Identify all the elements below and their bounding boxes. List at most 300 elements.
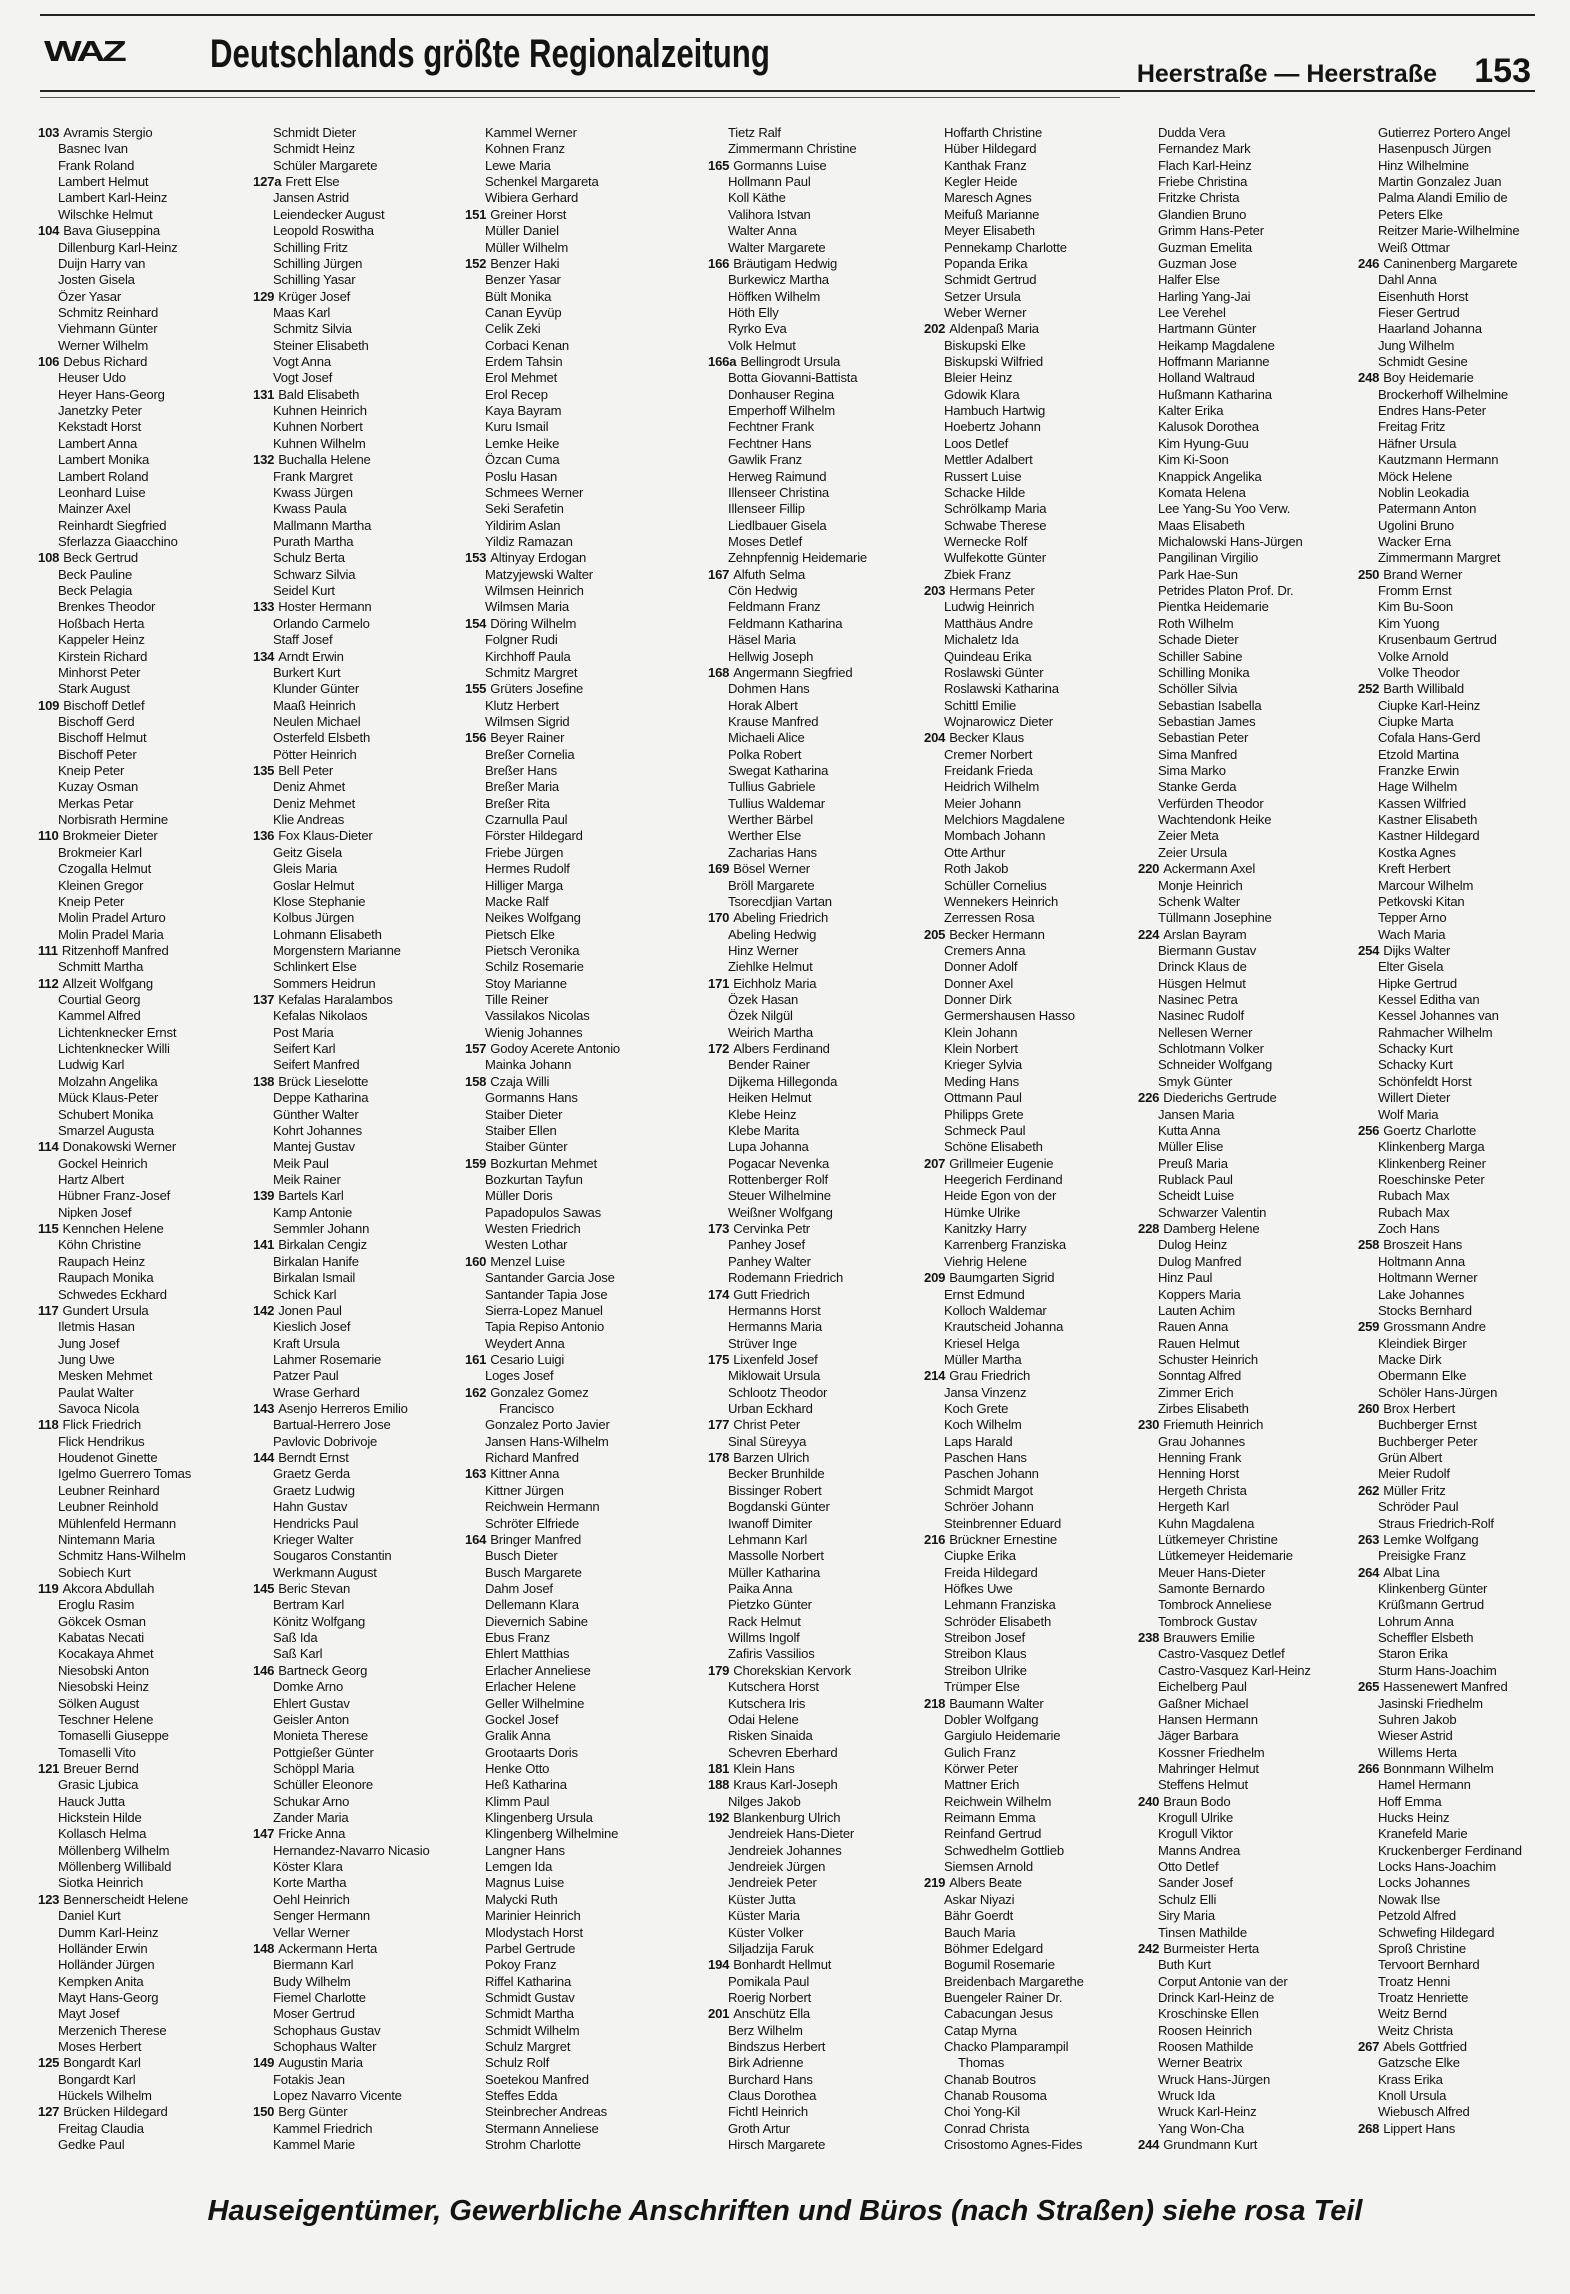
resident-name: Donhauser Regina bbox=[728, 386, 834, 402]
directory-entry bbox=[924, 2104, 1129, 2120]
directory-entry bbox=[465, 894, 670, 910]
directory-entry bbox=[708, 1025, 913, 1041]
directory-column-6 bbox=[1138, 125, 1343, 2154]
resident-name: Emperhoff Wilhelm bbox=[728, 403, 835, 419]
resident-name: Tervoort Bernhard bbox=[1378, 1957, 1480, 1973]
directory-entry bbox=[465, 1352, 670, 1368]
resident-name: Schacky Kurt bbox=[1378, 1041, 1453, 1057]
directory-entry bbox=[1138, 2006, 1343, 2022]
directory-entry bbox=[253, 1630, 458, 1646]
resident-name: Siry Maria bbox=[1158, 1908, 1215, 1924]
house-number: 268 bbox=[1358, 2120, 1380, 2136]
directory-entry bbox=[38, 1287, 243, 1303]
resident-name: Özek Hasan bbox=[728, 992, 799, 1008]
resident-name: Parbel Gertrude bbox=[485, 1940, 576, 1956]
resident-name: Kraus Karl-Joseph bbox=[733, 1777, 838, 1793]
directory-entry bbox=[38, 1777, 243, 1793]
house-number: 166 bbox=[708, 255, 730, 271]
directory-entry bbox=[38, 436, 243, 452]
resident-name: Ebus Franz bbox=[485, 1630, 550, 1646]
resident-name: Schrölkamp Maria bbox=[944, 501, 1047, 517]
resident-name: Cön Hedwig bbox=[728, 583, 798, 599]
directory-entry bbox=[465, 2006, 670, 2022]
resident-name: Krause Manfred bbox=[728, 713, 819, 729]
resident-name: Reitzer Marie-Wilhelmine bbox=[1378, 223, 1520, 239]
resident-name: Halfer Else bbox=[1158, 272, 1220, 288]
resident-name: Caninenberg Margarete bbox=[1383, 255, 1518, 271]
directory-entry bbox=[253, 1237, 458, 1253]
directory-entry bbox=[708, 910, 913, 926]
directory-entry bbox=[253, 321, 458, 337]
directory-entry bbox=[465, 845, 670, 861]
directory-entry bbox=[708, 485, 913, 501]
directory-entry bbox=[924, 289, 1129, 305]
directory-entry bbox=[708, 1990, 913, 2006]
resident-name: Richard Manfred bbox=[485, 1450, 579, 1466]
resident-name: Schulz Margret bbox=[485, 2039, 571, 2055]
resident-name: Papadopulos Sawas bbox=[485, 1204, 601, 1220]
directory-entry bbox=[38, 714, 243, 730]
resident-name: Stoy Marianne bbox=[485, 975, 567, 991]
directory-entry bbox=[1138, 141, 1343, 157]
directory-entry bbox=[1138, 2121, 1343, 2137]
resident-name: Tüllmann Josephine bbox=[1158, 910, 1272, 926]
house-number: 106 bbox=[38, 354, 60, 370]
resident-name: Paschen Johann bbox=[944, 1466, 1039, 1482]
directory-entry bbox=[253, 419, 458, 435]
resident-name: Senger Hermann bbox=[273, 1908, 370, 1924]
directory-entry bbox=[708, 1385, 913, 1401]
resident-name: Anschütz Ella bbox=[733, 2006, 810, 2022]
resident-name: Schilz Rosemarie bbox=[485, 959, 584, 975]
resident-name: Saß Ida bbox=[273, 1630, 318, 1646]
resident-name: Lopez Navarro Vicente bbox=[273, 2088, 402, 2104]
resident-name: Klimm Paul bbox=[485, 1793, 550, 1809]
directory-entry bbox=[1138, 845, 1343, 861]
resident-name: Kuhnen Norbert bbox=[273, 419, 363, 435]
directory-entry bbox=[253, 2023, 458, 2039]
directory-entry bbox=[1358, 1287, 1563, 1303]
directory-entry bbox=[1138, 763, 1343, 779]
resident-name: Schiller Sabine bbox=[1158, 648, 1243, 664]
resident-name: Damberg Helene bbox=[1163, 1221, 1260, 1237]
directory-entry bbox=[465, 387, 670, 403]
directory-entry bbox=[924, 1057, 1129, 1073]
resident-name: Deniz Ahmet bbox=[273, 779, 346, 795]
directory-entry bbox=[465, 1908, 670, 1924]
resident-name: Wach Maria bbox=[1378, 926, 1446, 942]
directory-entry bbox=[253, 1826, 458, 1842]
directory-entry bbox=[924, 256, 1129, 272]
resident-name: Willms Ingolf bbox=[728, 1630, 800, 1646]
resident-name: Guzman Jose bbox=[1158, 255, 1237, 271]
directory-entry bbox=[1138, 1548, 1343, 1564]
directory-entry bbox=[253, 2072, 458, 2088]
resident-name: Busch Margarete bbox=[485, 1564, 582, 1580]
directory-entry bbox=[1138, 256, 1343, 272]
directory-entry bbox=[924, 1466, 1129, 1482]
resident-name: Gralik Anna bbox=[485, 1728, 551, 1744]
directory-entry bbox=[1358, 828, 1563, 844]
resident-name: Lauten Achim bbox=[1158, 1302, 1235, 1318]
resident-name: Schwedes Eckhard bbox=[58, 1286, 167, 1302]
resident-name: Illenseer Christina bbox=[728, 484, 829, 500]
directory-entry bbox=[38, 959, 243, 975]
resident-name: Westen Friedrich bbox=[485, 1221, 581, 1237]
resident-name: Gawlik Franz bbox=[728, 452, 802, 468]
house-number: 104 bbox=[38, 223, 60, 239]
resident-name: Dievernich Sabine bbox=[485, 1613, 588, 1629]
resident-name: Kutschera Iris bbox=[728, 1695, 806, 1711]
directory-entry bbox=[465, 174, 670, 190]
directory-entry bbox=[924, 469, 1129, 485]
directory-entry bbox=[465, 338, 670, 354]
directory-entry bbox=[465, 1777, 670, 1793]
directory-entry bbox=[38, 1074, 243, 1090]
directory-entry bbox=[465, 1941, 670, 1957]
directory-entry bbox=[465, 2137, 670, 2153]
house-number: 265 bbox=[1358, 1679, 1380, 1695]
resident-name: Claus Dorothea bbox=[728, 2088, 817, 2104]
house-number: 161 bbox=[465, 1351, 487, 1367]
directory-entry bbox=[924, 1172, 1129, 1188]
resident-name: Lambert Anna bbox=[58, 435, 138, 451]
house-number: 179 bbox=[708, 1662, 730, 1678]
resident-name: Jonen Paul bbox=[278, 1302, 342, 1318]
resident-name: Igelmo Guerrero Tomas bbox=[58, 1466, 192, 1482]
directory-entry bbox=[708, 632, 913, 648]
resident-name: Lehmann Franziska bbox=[944, 1597, 1056, 1613]
directory-entry bbox=[1358, 370, 1563, 386]
directory-entry bbox=[1138, 1957, 1343, 1973]
resident-name: Kollasch Helma bbox=[58, 1826, 147, 1842]
resident-name: Askar Niyazi bbox=[944, 1891, 1015, 1907]
resident-name: Seifert Karl bbox=[273, 1041, 336, 1057]
directory-entry bbox=[1358, 796, 1563, 812]
resident-name: Gatzsche Elke bbox=[1378, 2055, 1460, 2071]
resident-name: Strohm Charlotte bbox=[485, 2137, 581, 2153]
directory-entry bbox=[1138, 125, 1343, 141]
directory-entry bbox=[465, 976, 670, 992]
directory-entry bbox=[708, 190, 913, 206]
house-number: 194 bbox=[708, 1957, 730, 1973]
directory-entry bbox=[708, 845, 913, 861]
directory-entry bbox=[708, 1008, 913, 1024]
directory-entry bbox=[924, 1990, 1129, 2006]
directory-entry bbox=[924, 158, 1129, 174]
resident-name: Seki Serafetin bbox=[485, 501, 564, 517]
resident-name: Bertram Karl bbox=[273, 1597, 345, 1613]
resident-name: Hümke Ulrike bbox=[944, 1204, 1021, 1220]
directory-entry bbox=[1358, 207, 1563, 223]
directory-entry bbox=[253, 1172, 458, 1188]
resident-name: Goertz Charlotte bbox=[1383, 1122, 1477, 1138]
directory-entry bbox=[38, 2055, 243, 2071]
directory-entry bbox=[253, 943, 458, 959]
resident-name: Locks Johannes bbox=[1378, 1875, 1470, 1891]
resident-name: Walter Margarete bbox=[728, 239, 826, 255]
resident-name: Mantej Gustav bbox=[273, 1139, 355, 1155]
resident-name: Staff Josef bbox=[273, 632, 333, 648]
directory-entry bbox=[708, 1368, 913, 1384]
resident-name: Angermann Siegfried bbox=[733, 664, 853, 680]
resident-name: Pavlovic Dobrivoje bbox=[273, 1433, 378, 1449]
directory-entry bbox=[465, 1008, 670, 1024]
resident-name: Erdem Tahsin bbox=[485, 354, 563, 370]
directory-entry bbox=[708, 1630, 913, 1646]
directory-entry bbox=[1138, 943, 1343, 959]
directory-entry bbox=[253, 1843, 458, 1859]
resident-name: Klinkenberg Marga bbox=[1378, 1139, 1485, 1155]
directory-entry bbox=[924, 1336, 1129, 1352]
resident-name: Schwarzer Valentin bbox=[1158, 1204, 1267, 1220]
resident-name: Breßer Maria bbox=[485, 779, 559, 795]
house-number: 110 bbox=[38, 828, 59, 844]
house-number: 262 bbox=[1358, 1482, 1380, 1498]
directory-entry bbox=[924, 240, 1129, 256]
directory-entry bbox=[465, 763, 670, 779]
directory-entry bbox=[924, 518, 1129, 534]
directory-entry bbox=[465, 1025, 670, 1041]
directory-entry bbox=[253, 1270, 458, 1286]
resident-name: Kittner Jürgen bbox=[485, 1482, 564, 1498]
resident-name: Ackermann Herta bbox=[278, 1940, 378, 1956]
resident-name: Möck Helene bbox=[1378, 468, 1453, 484]
directory-entry bbox=[924, 1499, 1129, 1515]
resident-name: Freidank Frieda bbox=[944, 763, 1033, 779]
directory-entry bbox=[1138, 1810, 1343, 1826]
resident-name: Henning Frank bbox=[1158, 1450, 1242, 1466]
directory-entry bbox=[38, 1303, 243, 1319]
directory-entry bbox=[1358, 1974, 1563, 1990]
house-number: 174 bbox=[708, 1286, 730, 1302]
directory-entry bbox=[708, 403, 913, 419]
directory-entry bbox=[38, 419, 243, 435]
directory-entry bbox=[465, 698, 670, 714]
resident-name: Ciupke Erika bbox=[944, 1548, 1016, 1564]
directory-entry bbox=[708, 223, 913, 239]
directory-entry bbox=[465, 1401, 670, 1417]
resident-name: Yildirim Aslan bbox=[485, 517, 561, 533]
resident-name: Erlacher Helene bbox=[485, 1679, 576, 1695]
resident-name: Schilling Fritz bbox=[273, 239, 348, 255]
resident-name: Lewe Maria bbox=[485, 157, 551, 173]
resident-name: Zimmermann Margret bbox=[1378, 550, 1501, 566]
resident-name: Hasenpusch Jürgen bbox=[1378, 141, 1492, 157]
resident-name: Knoll Ursula bbox=[1378, 2088, 1447, 2104]
directory-entry bbox=[465, 1663, 670, 1679]
directory-entry bbox=[1358, 779, 1563, 795]
resident-name: Kautzmann Hermann bbox=[1378, 452, 1499, 468]
resident-name: Kossner Friedhelm bbox=[1158, 1744, 1265, 1760]
resident-name: Brück Lieselotte bbox=[278, 1073, 369, 1089]
directory-entry bbox=[1358, 1630, 1563, 1646]
directory-entry bbox=[708, 1287, 913, 1303]
resident-name: Brücken Hildegard bbox=[63, 2104, 168, 2120]
directory-entry bbox=[924, 1270, 1129, 1286]
directory-entry bbox=[924, 370, 1129, 386]
directory-entry bbox=[708, 1205, 913, 1221]
resident-name: Birkalan Hanife bbox=[273, 1253, 359, 1269]
resident-name: Schmitz Silvia bbox=[273, 321, 352, 337]
house-number: 188 bbox=[708, 1777, 730, 1793]
house-number: 158 bbox=[465, 1073, 487, 1089]
directory-entry bbox=[1358, 1908, 1563, 1924]
directory-entry bbox=[253, 1139, 458, 1155]
directory-entry bbox=[1138, 436, 1343, 452]
directory-entry bbox=[1138, 403, 1343, 419]
resident-name: Buchberger Ernst bbox=[1378, 1417, 1477, 1433]
directory-entry bbox=[1138, 1925, 1343, 1941]
directory-entry bbox=[924, 992, 1129, 1008]
directory-entry bbox=[253, 501, 458, 517]
directory-entry bbox=[253, 1385, 458, 1401]
resident-name: Schukar Arno bbox=[273, 1793, 350, 1809]
resident-name: Godoy Acerete Antonio bbox=[490, 1041, 620, 1057]
house-number: 202 bbox=[924, 321, 946, 337]
directory-entry bbox=[1138, 779, 1343, 795]
directory-entry bbox=[253, 927, 458, 943]
resident-name: Grüters Josefine bbox=[490, 681, 584, 697]
directory-entry bbox=[465, 190, 670, 206]
directory-entry bbox=[38, 469, 243, 485]
directory-entry bbox=[924, 861, 1129, 877]
directory-entry bbox=[1138, 190, 1343, 206]
directory-entry bbox=[253, 125, 458, 141]
resident-name: Schacke Hilde bbox=[944, 484, 1026, 500]
directory-entry bbox=[465, 240, 670, 256]
resident-name: Graetz Ludwig bbox=[273, 1482, 355, 1498]
resident-name: Asenjo Herreros Emilio bbox=[278, 1401, 408, 1417]
resident-name: Wienig Johannes bbox=[485, 1024, 583, 1040]
directory-entry bbox=[1138, 861, 1343, 877]
resident-name: Heidrich Wilhelm bbox=[944, 779, 1040, 795]
resident-name: Eisenhuth Horst bbox=[1378, 288, 1469, 304]
resident-name: Rodemann Friedrich bbox=[728, 1270, 844, 1286]
resident-name: Merkas Petar bbox=[58, 795, 134, 811]
resident-name: Dulog Heinz bbox=[1158, 1237, 1228, 1253]
resident-name: Bischoff Gerd bbox=[58, 713, 135, 729]
house-number: 219 bbox=[924, 1875, 946, 1891]
resident-name: Küster Maria bbox=[728, 1908, 800, 1924]
resident-name: Höfkes Uwe bbox=[944, 1580, 1013, 1596]
directory-entry bbox=[253, 878, 458, 894]
directory-entry bbox=[1358, 927, 1563, 943]
directory-entry bbox=[253, 1925, 458, 1941]
resident-name: Tombrock Anneliese bbox=[1158, 1597, 1272, 1613]
resident-name: Nellesen Werner bbox=[1158, 1024, 1253, 1040]
directory-entry bbox=[253, 452, 458, 468]
resident-name: Bartual-Herrero Jose bbox=[273, 1417, 391, 1433]
resident-name: Förster Hildegard bbox=[485, 828, 583, 844]
directory-entry bbox=[1138, 1941, 1343, 1957]
resident-name: Schwedhelm Gottlieb bbox=[944, 1842, 1064, 1858]
directory-entry bbox=[253, 567, 458, 583]
resident-name: Kutta Anna bbox=[1158, 1122, 1221, 1138]
directory-entry bbox=[38, 1466, 243, 1482]
resident-name: Böhmer Edelgard bbox=[944, 1940, 1043, 1956]
resident-name: Hage Wilhelm bbox=[1378, 779, 1458, 795]
resident-name: Bartels Karl bbox=[278, 1188, 344, 1204]
resident-name: Tille Reiner bbox=[485, 992, 549, 1008]
resident-name: Steinbrecher Andreas bbox=[485, 2104, 607, 2120]
directory-entry bbox=[38, 583, 243, 599]
directory-entry bbox=[465, 812, 670, 828]
directory-entry bbox=[1358, 1074, 1563, 1090]
directory-entry bbox=[253, 1466, 458, 1482]
resident-name: Hickstein Hilde bbox=[58, 1810, 142, 1826]
directory-entry bbox=[465, 1450, 670, 1466]
resident-name: Schophaus Walter bbox=[273, 2039, 377, 2055]
directory-entry bbox=[1358, 894, 1563, 910]
resident-name: Drinck Karl-Heinz de bbox=[1158, 1989, 1275, 2005]
resident-name: Becker Hermann bbox=[949, 926, 1045, 942]
resident-name: Wolf Maria bbox=[1378, 1106, 1439, 1122]
resident-name: Molin Pradel Maria bbox=[58, 926, 164, 942]
directory-entry bbox=[465, 223, 670, 239]
resident-name: Lichtenknecker Ernst bbox=[58, 1024, 177, 1040]
resident-name: Lee Verehel bbox=[1158, 304, 1226, 320]
resident-name: Brauwers Emilie bbox=[1163, 1630, 1255, 1646]
directory-entry bbox=[465, 779, 670, 795]
directory-entry bbox=[1358, 1139, 1563, 1155]
resident-name: Sander Josef bbox=[1158, 1875, 1233, 1891]
resident-name: Tapia Repiso Antonio bbox=[485, 1319, 605, 1335]
directory-entry bbox=[38, 943, 243, 959]
resident-name: Rahmacher Wilhelm bbox=[1378, 1024, 1493, 1040]
resident-name: Post Maria bbox=[273, 1024, 334, 1040]
directory-entry bbox=[465, 992, 670, 1008]
resident-name: Schick Karl bbox=[273, 1286, 337, 1302]
resident-name: Geisler Anton bbox=[273, 1711, 350, 1727]
resident-name: Stermann Anneliese bbox=[485, 2120, 599, 2136]
resident-name: Loos Detlef bbox=[944, 435, 1009, 451]
directory-entry bbox=[465, 681, 670, 697]
directory-entry bbox=[708, 1352, 913, 1368]
directory-entry bbox=[1358, 632, 1563, 648]
resident-name: Riffel Katharina bbox=[485, 1973, 572, 1989]
directory-entry bbox=[253, 1303, 458, 1319]
resident-name: Lee Yang-Su Yoo Verw. bbox=[1158, 501, 1291, 517]
directory-entry bbox=[1138, 1385, 1343, 1401]
resident-name: Kefalas Nikolaos bbox=[273, 1008, 368, 1024]
resident-name: Berz Wilhelm bbox=[728, 2022, 803, 2038]
house-number: 250 bbox=[1358, 566, 1380, 582]
resident-name: Leonhard Luise bbox=[58, 484, 146, 500]
directory-entry bbox=[924, 1810, 1129, 1826]
directory-entry bbox=[253, 1908, 458, 1924]
resident-name: Holländer Jürgen bbox=[58, 1957, 155, 1973]
resident-name: Hamel Hermann bbox=[1378, 1777, 1471, 1793]
directory-entry bbox=[1358, 125, 1563, 141]
resident-name: Josten Gisela bbox=[58, 272, 135, 288]
resident-name: Dijks Walter bbox=[1383, 942, 1451, 958]
directory-entry bbox=[38, 256, 243, 272]
directory-entry bbox=[1358, 812, 1563, 828]
directory-entry bbox=[1358, 1368, 1563, 1384]
resident-name: Lixenfeld Josef bbox=[733, 1351, 818, 1367]
resident-name: Grundmann Kurt bbox=[1163, 2137, 1258, 2153]
directory-entry bbox=[1358, 845, 1563, 861]
directory-entry bbox=[1138, 2104, 1343, 2120]
resident-name: Kim Hyung-Guu bbox=[1158, 435, 1249, 451]
directory-entry bbox=[708, 1401, 913, 1417]
directory-entry bbox=[253, 1532, 458, 1548]
resident-name: Breidenbach Margarethe bbox=[944, 1973, 1084, 1989]
directory-entry bbox=[253, 1565, 458, 1581]
resident-name: Kirstein Richard bbox=[58, 648, 148, 664]
resident-name: Wiebusch Alfred bbox=[1378, 2104, 1470, 2120]
